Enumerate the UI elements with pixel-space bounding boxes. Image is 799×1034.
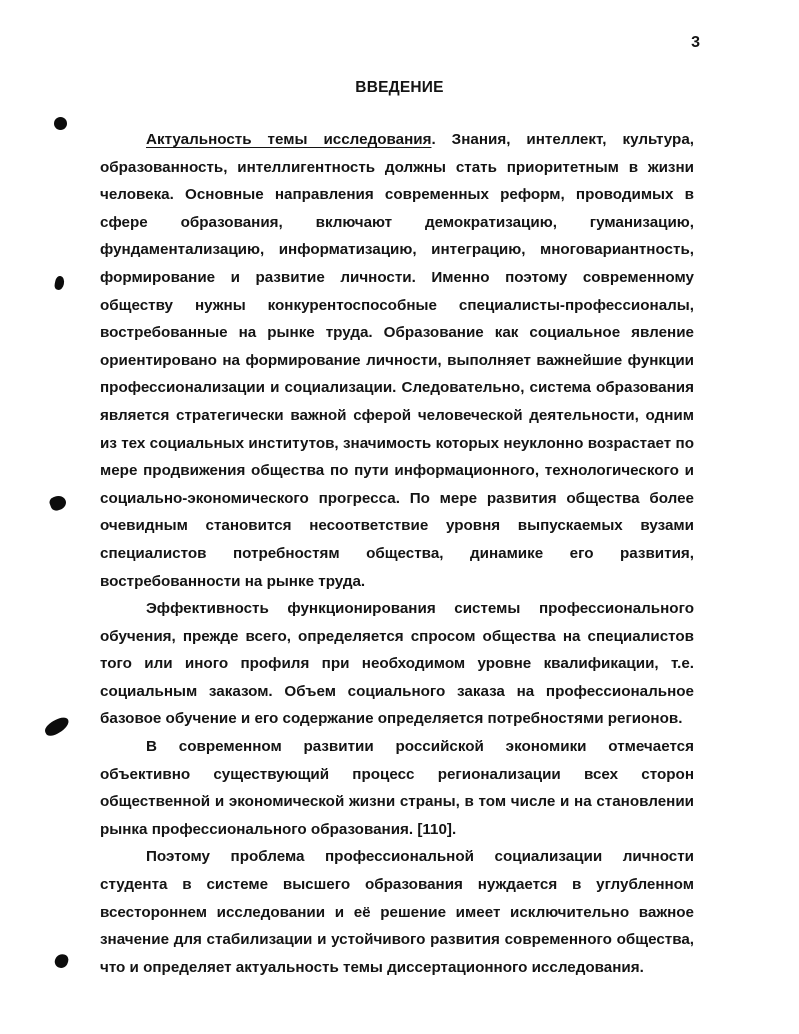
page-number: 3 bbox=[691, 34, 700, 51]
paragraph-1-text: . Знания, интеллект, культура, образованность, интеллигентность должны стать приоритетным в жизни человека. Основные направления современных реформ, проводимых в сфере образования, включают демократизацию, гуманизацию, фундаментализацию, информатизацию, интеграцию, многовариантность, формирование и развитие личности. Именно поэтому современному обществу нужны конкурентоспособные специалисты-профессионалы, востребованные на рынке труда. Образование как социальное явление ориентировано на формирование личности, выполняет важнейшие функции профессионализации и социализации. Следовательно, система образования является стратегически важной сферой человеческой деятельности, одним из тех социальных институтов, значимость которых неуклонно возрастает по мере продвижения общества по пути информационного, технологического и социально-экономического прогресса. По мере развития общества более очевидным становится несоответствие уровня выпускаемых вузами специалистов потребностям общества, динамике его развития, востребованности на рынке труда. bbox=[100, 131, 694, 590]
page-title: ВВЕДЕНИЕ bbox=[355, 79, 444, 96]
paragraph-1 bbox=[100, 126, 694, 595]
scan-hole-mark-5 bbox=[53, 952, 70, 969]
document-body bbox=[100, 126, 694, 981]
scan-hole-mark-3 bbox=[48, 494, 68, 513]
scan-hole-mark-1 bbox=[54, 117, 67, 130]
paragraph-3: В современном развитии российской экономики отмечается объективно существующий процесс регионализации всех сторон общественной и экономической жизни страны, в том числе и на становлении рынка профессионального образования. [110]. bbox=[100, 738, 694, 838]
scan-hole-mark-4 bbox=[42, 715, 71, 739]
scan-hole-mark-2 bbox=[54, 275, 66, 291]
paragraph-2: Эффективность функционирования системы профессионального обучения, прежде всего, определяется спросом общества на специалистов того или иного профиля при необходимом уровне квалификации, т.е. социальным заказом. Объем социального заказа на профессиональное базовое обучение и его содержание определяется потребностями регионов. bbox=[100, 600, 694, 728]
paragraph-4: Поэтому проблема профессиональной социализации личности студента в системе высшего образования нуждается в углубленном всестороннем исследовании и её решение имеет исключительно важное значение для стабилизации и устойчивого развития современного общества, что и определяет актуальность темы диссертационного исследования. bbox=[100, 848, 694, 976]
topic-relevance-lead: Актуальность темы исследования bbox=[146, 131, 432, 148]
